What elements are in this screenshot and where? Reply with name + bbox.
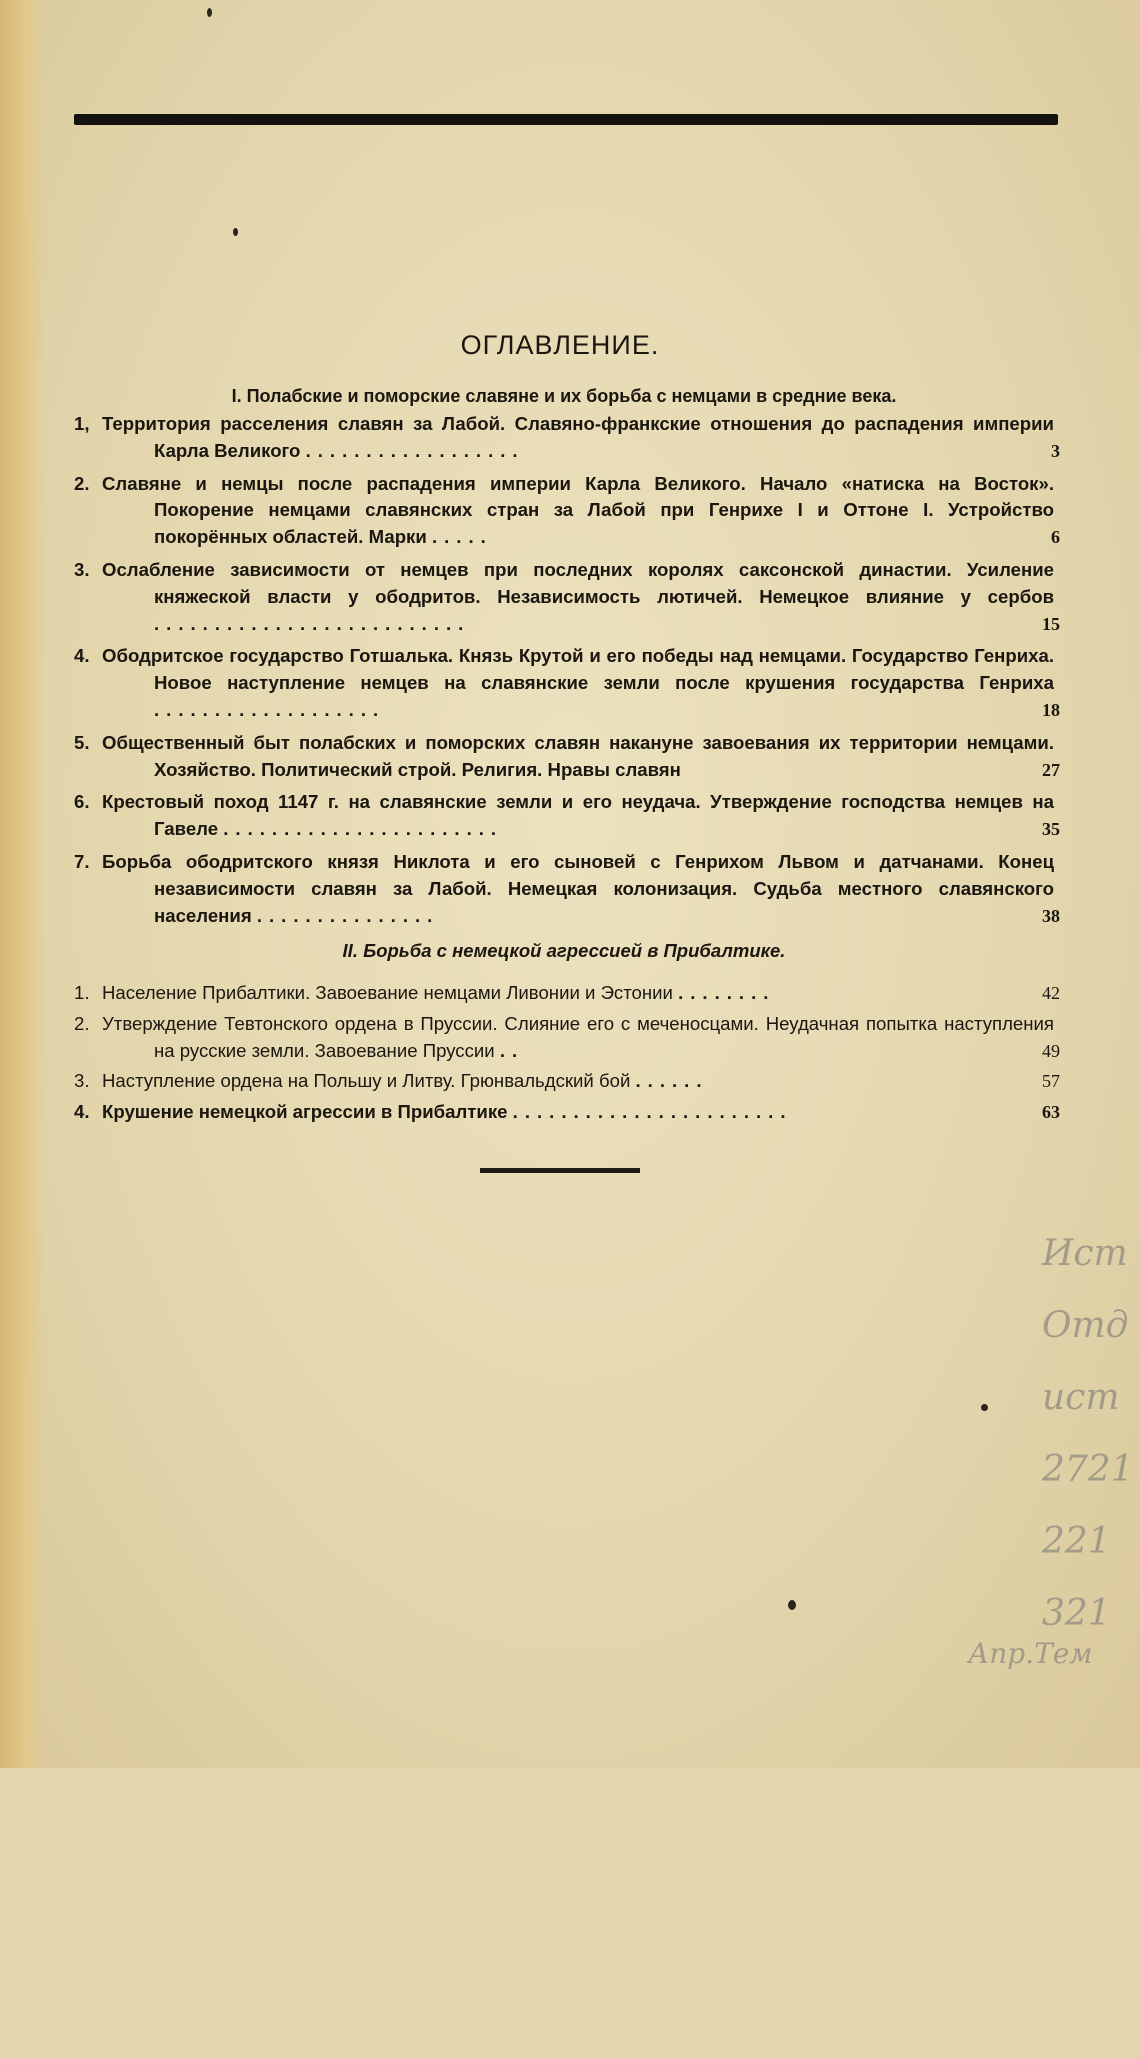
- toc-entry: [74, 1099, 1064, 1126]
- handwritten-note: Ист: [1042, 1233, 1128, 1274]
- page-edge: [0, 0, 48, 1768]
- entry-number: 4.: [74, 1101, 90, 1123]
- toc-entry: [74, 643, 1064, 723]
- ink-speck: [788, 1600, 796, 1610]
- toc-entry: [74, 980, 1064, 1007]
- entry-page: 18: [1042, 699, 1060, 720]
- entry-page: 38: [1042, 905, 1060, 926]
- toc-entry: [74, 849, 1064, 929]
- entry-text: Борьба ободритского князя Никлота и его сыновей с Генрихом Львом и датчанами. Конец независимости славян за Лабой. Немецкая колонизация. Судьба местного славянского населения ...............: [102, 850, 1054, 926]
- toc-part-1: [74, 386, 1064, 929]
- entry-number: 6.: [74, 791, 90, 813]
- handwritten-note: Апр.Тем: [968, 1637, 1093, 1670]
- handwritten-note: 221: [1042, 1521, 1111, 1562]
- entry-page: 63: [1042, 1102, 1060, 1123]
- entry-page: 6: [1051, 527, 1060, 548]
- toc-entry: [74, 471, 1064, 551]
- ink-speck: [207, 8, 212, 17]
- part-heading: I. Полабские и поморские славяне и их борьба с немцами в средние века.: [231, 386, 897, 406]
- handwritten-signature: [968, 1618, 1138, 2058]
- handwritten-note: 321: [1042, 1593, 1111, 1634]
- bottom-rule: [480, 1168, 640, 1173]
- entry-text: Крушение немецкой агрессии в Прибалтике .......................: [102, 1101, 793, 1123]
- entry-page: 49: [1042, 1040, 1060, 1061]
- entry-number: 1.: [74, 982, 90, 1003]
- entry-number: 3.: [74, 1070, 90, 1092]
- toc-entry: [74, 789, 1064, 843]
- entry-page: 3: [1051, 440, 1060, 461]
- entry-text: Славяне и немцы после распадения империи Карла Великого. Начало «натиска на Восток». Покорение немцами славянских стран за Лабой при Генрихе I и Оттоне I. Устройство покорённых областей. Марки .....: [102, 472, 1054, 548]
- entry-number: 3.: [74, 558, 90, 580]
- entry-number: 1,: [74, 413, 90, 434]
- toc-entry: [74, 1011, 1064, 1065]
- handwritten-note: ист: [1042, 1377, 1120, 1418]
- handwritten-notes: [1042, 1218, 1132, 1658]
- ink-speck: [233, 228, 238, 236]
- entry-text: Утверждение Тевтонского ордена в Пруссии. Слияние его с меченосцами. Неудачная попытка наступления на русские земли. Завоевание Пруссии ..: [102, 1012, 1054, 1061]
- toc-part-2: [74, 940, 1064, 1126]
- entry-text: Крестовый поход 1147 г. на славянские земли и его неудача. Утверждение господства немцев на Гавеле .......................: [102, 791, 1054, 840]
- entry-number: 7.: [74, 850, 90, 872]
- part-heading: II. Борьба с немецкой агрессией в Прибалтике.: [342, 940, 786, 961]
- handwritten-note: 2721: [1042, 1449, 1134, 1490]
- entry-page: 57: [1042, 1071, 1060, 1092]
- entry-text: Общественный быт полабских и поморских славян накануне завоевания их территории немцами. Хозяйство. Политический строй. Религия. Нравы славян: [102, 731, 1054, 780]
- entry-text: Ободритское государство Готшалька. Князь Крутой и его победы над немцами. Государство Генриха. Новое наступление немцев на славянские земли после крушения государства Генриха ...................: [102, 645, 1054, 720]
- entry-text: Ослабление зависимости от немцев при последних королях саксонской династии. Усиление княжеской власти у ободритов. Независимость лютичей. Немецкое влияние у сербов ..........................: [102, 558, 1054, 634]
- page-title: ОГЛАВЛЕНИЕ.: [460, 330, 660, 360]
- entry-number: 5.: [74, 731, 90, 753]
- entry-number: 2.: [74, 472, 90, 494]
- entry-page: 15: [1042, 613, 1060, 634]
- top-rule: [74, 114, 1058, 125]
- toc-entry: [74, 411, 1064, 465]
- entry-text: Наступление ордена на Польшу и Литву. Грюнвальдский бой ......: [102, 1070, 709, 1092]
- entry-number: 2.: [74, 1012, 90, 1034]
- entry-number: 4.: [74, 645, 90, 667]
- entry-text: Население Прибалтики. Завоевание немцами Ливонии и Эстонии ........: [102, 982, 776, 1003]
- toc-entry: [74, 557, 1064, 637]
- entry-page: 35: [1042, 819, 1060, 840]
- toc-entry: [74, 730, 1064, 784]
- toc-entry: [74, 1068, 1064, 1095]
- entry-text: Территория расселения славян за Лабой. Славяно-франкские отношения до распадения империи Карла Великого ..................: [102, 413, 1054, 461]
- ink-speck: [981, 1404, 988, 1411]
- entry-page: 42: [1042, 983, 1060, 1003]
- entry-page: 27: [1042, 759, 1060, 780]
- handwritten-note: Отд: [1042, 1305, 1129, 1346]
